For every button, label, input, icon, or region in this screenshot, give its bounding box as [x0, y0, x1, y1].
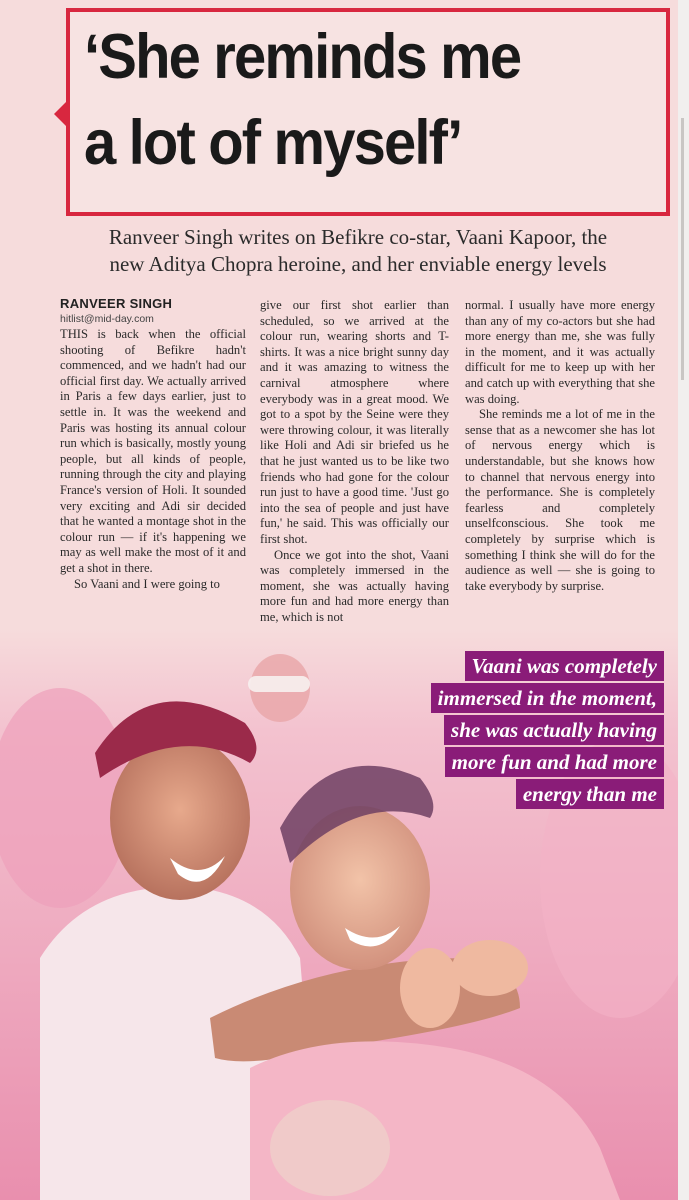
pull-quote-line — [431, 779, 664, 811]
author-name: RANVEER SINGH — [60, 296, 173, 311]
headline — [84, 14, 627, 186]
pull-quote-line — [431, 683, 664, 715]
pull-quote-line — [431, 651, 664, 683]
paragraph: She reminds me a lot of me in the sense that as a newcomer she has lot of nervous energy which is understandable, but she knows how to channel that nervous energy into the performance. She is completely fearless and completely unselfconscious. She took me completely by surprise which is something I think she will do for the audience as well — she is going to take everybody by surprise. — [465, 407, 655, 593]
author-email: hitlist@mid-day.com — [60, 313, 154, 325]
paragraph: THIS is back when the official shooting of Befikre hadn't commenced, and we hadn't had our official first day. We actually arrived in Paris a few days earlier, just to settle in. It was the weekend and Paris was hosting its annual colour run which is basically, mostly young people, but all kinds of people, running through the city and playing France's version of Holi. It sounded very exciting and Adi sir decided that he wanted a montage shot in the colour run — if it's happening we may as well make the most of it and get a shot in there. — [60, 327, 246, 575]
quote-box-pointer — [54, 100, 68, 128]
article-column-2 — [260, 298, 449, 625]
paragraph: normal. I usually have more energy than any of my co-actors but she had more energy than me, she was fully in the moment, and it was actually difficult for me to keep up with her and catch up with everything that she was doing. — [465, 298, 655, 406]
pull-quote-line — [431, 747, 664, 779]
paragraph: give our first shot earlier than scheduled, so we arrived at the colour run, wearing shorts and T-shirts. It was a nice bright sunny day and it was amazing to witness the carnival atmosphere where everybody was in a great mood. We got to a spot by the Seine were they were throwing colour, it was literally like Holi and Adi sir briefed us he that he just wanted us to be like two friends who had gone for the colour run just to have a good time. 'Just go into the sea of people and just have fun,' he said. This was officially our first shot. — [260, 298, 449, 546]
pull-quote-text: immersed in the moment, — [431, 683, 664, 713]
pull-quote-text: she was actually having — [444, 715, 664, 745]
standfirst-line-2: new Aditya Chopra heroine, and her enviable energy levels — [109, 252, 607, 276]
standfirst — [58, 224, 658, 278]
headline-line-1: ‘She reminds me — [84, 22, 521, 92]
byline — [60, 296, 240, 325]
pull-quote-text: energy than me — [516, 779, 664, 809]
headline-line-2: a lot of myself’ — [84, 108, 462, 178]
pull-quote-text: more fun and had more — [445, 747, 664, 777]
pull-quote — [431, 651, 664, 811]
paragraph: Once we got into the shot, Vaani was completely immersed in the moment, she was actually having more fun and had more energy than me, which is not — [260, 547, 449, 624]
article-column-1 — [60, 327, 246, 592]
pull-quote-text: Vaani was completely — [465, 651, 665, 681]
paragraph: So Vaani and I were going to — [74, 576, 220, 591]
article-column-3 — [465, 298, 655, 594]
pull-quote-line — [431, 715, 664, 747]
scrollbar-mark — [681, 118, 684, 380]
standfirst-line-1: Ranveer Singh writes on Befikre co-star, Vaani Kapoor, the — [108, 225, 608, 249]
